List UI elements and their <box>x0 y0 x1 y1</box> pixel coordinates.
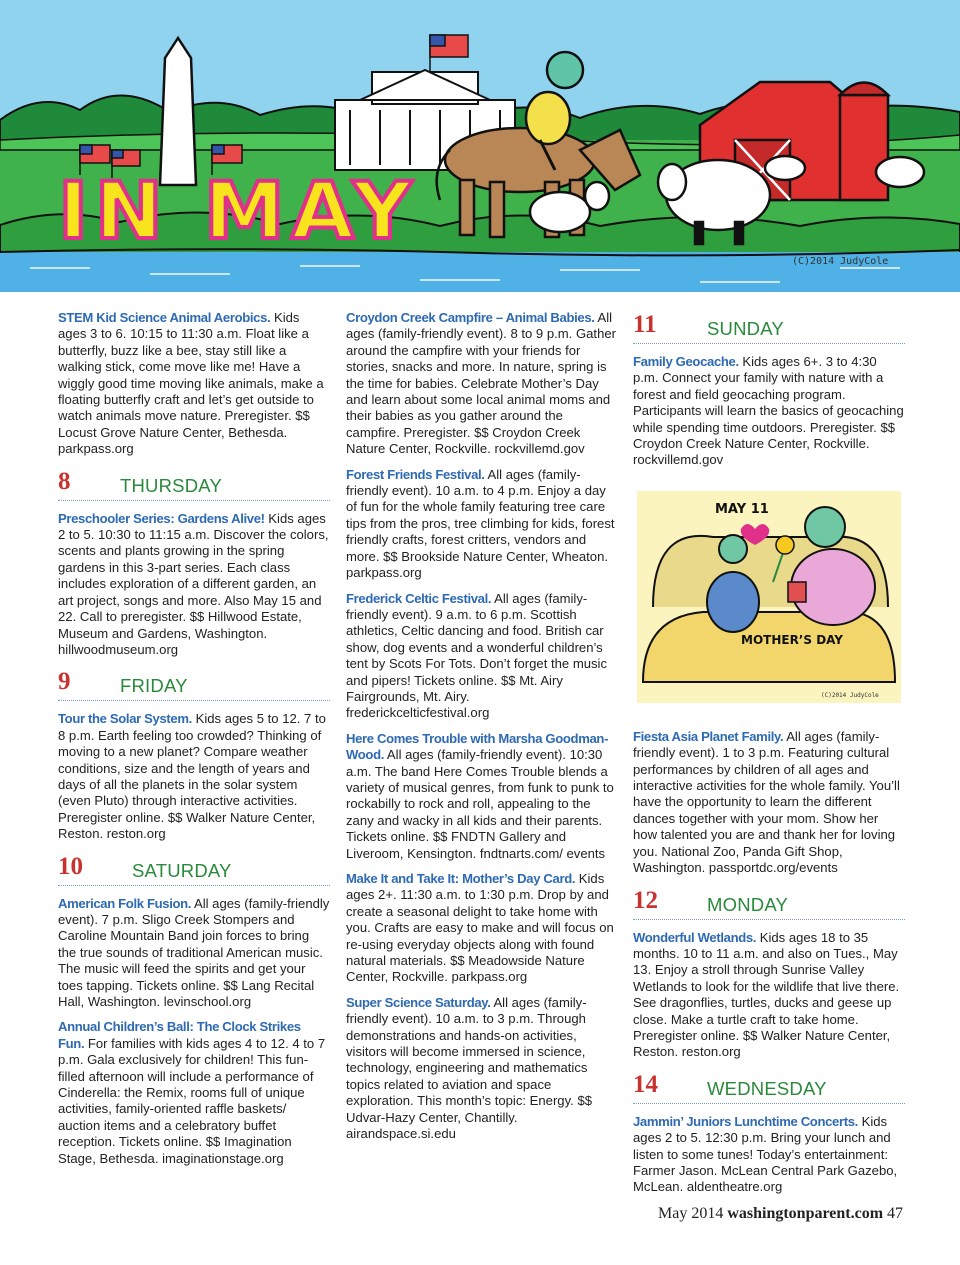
farm-scene-illustration <box>0 0 960 292</box>
day-name: THURSDAY <box>120 474 222 496</box>
event-title: Preschooler Series: Gardens Alive! <box>58 510 265 526</box>
footer-site: washingtonparent.com <box>727 1205 884 1222</box>
column-1 <box>58 310 330 1176</box>
event-title: Here Comes Trouble with Marsha Goodman-Wood. <box>346 730 609 763</box>
event-super-science-saturday <box>346 995 616 1143</box>
footer-month: May 2014 <box>658 1205 724 1222</box>
event-body: All ages (family-friendly event). 10 a.m. to 4 p.m. Enjoy a day of fun for the whole family featuring tree care tips from the pros, tree climbing for kids, forest friendly crafts, forest critters, vendors and more. $$ Brookside Nature Center, Wheaton. parkpass.org <box>346 466 615 581</box>
event-title: STEM Kid Science Animal Aerobics. <box>58 310 271 325</box>
event-title: Croydon Creek Campfire – Animal Babies. <box>346 310 595 325</box>
mothers-day-drawing <box>633 487 905 707</box>
day-number: 12 <box>633 886 658 914</box>
event-body: All ages (family-friendly event). 1 to 3 p.m. Featuring cultural performances by children of all ages and interactive activities for the whole family. You’ll have the opportunity to learn the different dances together with your mom. Show her how talented you are and thank her for loving you. National Zoo, Panda Gift Shop, Washington. passportdc.org/events <box>633 728 900 876</box>
event-wonderful-wetlands <box>633 930 905 1061</box>
event-body: Kids ages 6+. 3 to 4:30 p.m. Connect your family with nature with a forest and field geocaching program. Participants will learn the basics of geocaching while spending time outdoors. Preregister. $$ Croydon Creek Nature Center, Rockville. rockvillemd.gov <box>633 354 904 468</box>
svg-text:MOTHER’S DAY: MOTHER’S DAY <box>741 632 843 647</box>
event-croydon-campfire <box>346 310 616 458</box>
event-title: Family Geocache. <box>633 354 739 369</box>
event-title: American Folk Fusion. <box>58 895 192 911</box>
in-may-headline <box>58 167 418 257</box>
day-name: WEDNESDAY <box>707 1077 827 1099</box>
event-body: Kids ages 2 to 5. 10:30 to 11:15 a.m. Discover the colors, scents and plants growing in the spring gardens in this 3-part series. Each class includes exploration of a different garden, an art project, songs and more. Also May 15 and 22. Call to preregister. $$ Hillwood Estate, Museum and Gardens, Washington. hillwoodmuseum.org <box>58 510 329 657</box>
day-number: 11 <box>633 311 657 338</box>
event-title: Tour the Solar System. <box>58 711 192 727</box>
event-body: Kids ages 18 to 35 months. 10 to 11 a.m. and also on Tues., May 13. Enjoy a stroll through Sunrise Valley Wetlands to look for the wildlife that live there. See dragonflies, turtles, ducks and geese up close. Make a turtle craft to take home. Preregister online. $$ Walker Nature Center, Reston. reston.org <box>633 929 900 1060</box>
event-body: For families with kids ages 4 to 12. 4 to 7 p.m. Gala exclusively for children! This fun-filled afternoon will include a performance of Cinderella: the Remix, rooms full of unique activities, family-oriented raffle baskets/ auction items and a celebratory buffet reception. Tickets online. $$ Imagination Stage, Bethesda. imaginationstage.org <box>58 1035 326 1166</box>
event-body: All ages (family-friendly event). 7 p.m. Sligo Creek Stompers and Caroline Mountain Band join forces to bring the true sounds of traditional American music. The music will feed the spirits and get your toes tapping. Tickets online. $$ Lang Recital Hall, Washington. levinschool.org <box>58 895 330 1009</box>
event-title: Super Science Saturday. <box>346 994 491 1010</box>
column-2 <box>346 310 616 1152</box>
header-illustration <box>0 0 960 292</box>
day-number: 10 <box>58 852 83 880</box>
day-number: 14 <box>633 1070 658 1098</box>
event-preschooler-series <box>58 511 330 659</box>
event-family-geocache <box>633 354 905 469</box>
event-body: All ages (family-friendly event). 9 a.m. to 6 p.m. Scottish athletics, Celtic dancing and food. British car show, dog events and a wonderful children’s tent by Scots For Tots. Don’t forget the music and pipers! Tickets online. $$ Mt. Airy Fairgrounds, Mt. Airy. frederickcelticfestival.org <box>346 590 608 721</box>
svg-text:MAY 11: MAY 11 <box>715 501 769 517</box>
event-body: All ages (family-friendly event). 8 to 9 p.m. Gather around the campfire with your friends for stories, snacks and more. In nature, spring is the time for babies. Celebrate Mother’s Day and learn about some local animal moms and their babies as you gather around the campfire. Preregister. $$ Croydon Creek Nature Center, Rockville. rockvillemd.gov <box>346 310 616 457</box>
event-title: Annual Children’s Ball: The Clock Strikes Fun. <box>58 1019 301 1051</box>
event-solar-system <box>58 711 330 842</box>
event-childrens-ball <box>58 1019 330 1167</box>
svg-text:(C)2014 JudyCole: (C)2014 JudyCole <box>821 691 879 699</box>
event-fiesta-asia <box>633 729 905 877</box>
event-title: Wonderful Wetlands. <box>633 929 757 945</box>
event-title: Frederick Celtic Festival. <box>346 590 492 606</box>
column-3 <box>633 310 905 1205</box>
event-mothers-day-card <box>346 871 616 986</box>
mothers-day-illustration <box>633 487 905 707</box>
day-heading-10 <box>58 852 330 886</box>
event-body: All ages (family-friendly event). 10 a.m. to 3 p.m. Through demonstrations and hands-on activities, visitors will become immersed in science, technology, engineering and mathematics topics related to aviation and space exploration. This month’s topic: Energy. $$ Udvar-Hazy Center, Chantilly. airandspace.si.edu <box>346 994 593 1142</box>
event-body: All ages (family-friendly event). 10:30 a.m. The band Here Comes Trouble blends a variety of musical genres, from funk to punk to rockabilly to rock and roll, appealing to the zany and wacky in all kids and their parents. Tickets online. $$ FNDTN Gallery and Liveroom, Kensington. fndtnarts.com/ events <box>346 747 614 861</box>
day-name: SATURDAY <box>132 859 232 881</box>
event-body: Kids ages 2 to 5. 12:30 p.m. Bring your lunch and listen to some tunes! Today’s entertainment: Farmer Jason. McLean Central Park Gazebo, McLean. aldentheatre.org <box>633 1113 898 1195</box>
event-title: Fiesta Asia Planet Family. <box>633 728 784 744</box>
event-stem-kid-science <box>58 310 330 458</box>
day-heading-11 <box>633 310 905 344</box>
day-heading-14 <box>633 1070 905 1104</box>
day-name: MONDAY <box>707 893 789 915</box>
page-number: 47 <box>887 1205 904 1222</box>
event-body: Kids ages 2+. 11:30 a.m. to 1:30 p.m. Drop by and create a seasonal delight to take home with you. Crafts are easy to make and will focus on re-using everyday objects along with found natural materials. $$ Meadowside Nature Center, Rockville. parkpass.org <box>346 871 614 985</box>
event-forest-friends <box>346 467 616 582</box>
event-celtic-festival <box>346 591 616 722</box>
day-number: 8 <box>58 467 71 495</box>
day-heading-8 <box>58 467 330 501</box>
day-name: FRIDAY <box>120 675 188 697</box>
day-name: SUNDAY <box>707 318 784 339</box>
event-body: Kids ages 3 to 6. 10:15 to 11:30 a.m. Float like a butterfly, buzz like a bee, stay still like a walking stick, come move like me! Have a wiggly good time moving like animals, make a floating butterfly craft and let’s get outside to watch animals move nature. Preregister. $$ Locust Grove Nature Center, Bethesda. parkpass.org <box>58 310 324 457</box>
event-title: Make It and Take It: Mother’s Day Card. <box>346 871 576 886</box>
day-heading-12 <box>633 886 905 920</box>
day-number: 9 <box>58 668 71 696</box>
event-title: Jammin’ Juniors Lunchtime Concerts. <box>633 1113 858 1129</box>
event-body: Kids ages 5 to 12. 7 to 8 p.m. Earth feeling too crowded? Thinking of moving to a new planet? Compare weather conditions, size and the length of years and days of all the planets in the solar system (even Pluto) through interactive activities. Preregister online. $$ Walker Nature Center, Reston. reston.org <box>58 711 326 842</box>
event-american-folk-fusion <box>58 896 330 1011</box>
page-footer <box>658 1205 903 1223</box>
day-heading-9 <box>58 667 330 701</box>
svg-text:IN MAY: IN MAY <box>58 167 418 257</box>
banner-credit: (C)2014 JudyCole <box>792 256 889 267</box>
event-here-comes-trouble <box>346 731 616 862</box>
event-jammin-juniors <box>633 1114 905 1196</box>
event-title: Forest Friends Festival. <box>346 466 485 482</box>
